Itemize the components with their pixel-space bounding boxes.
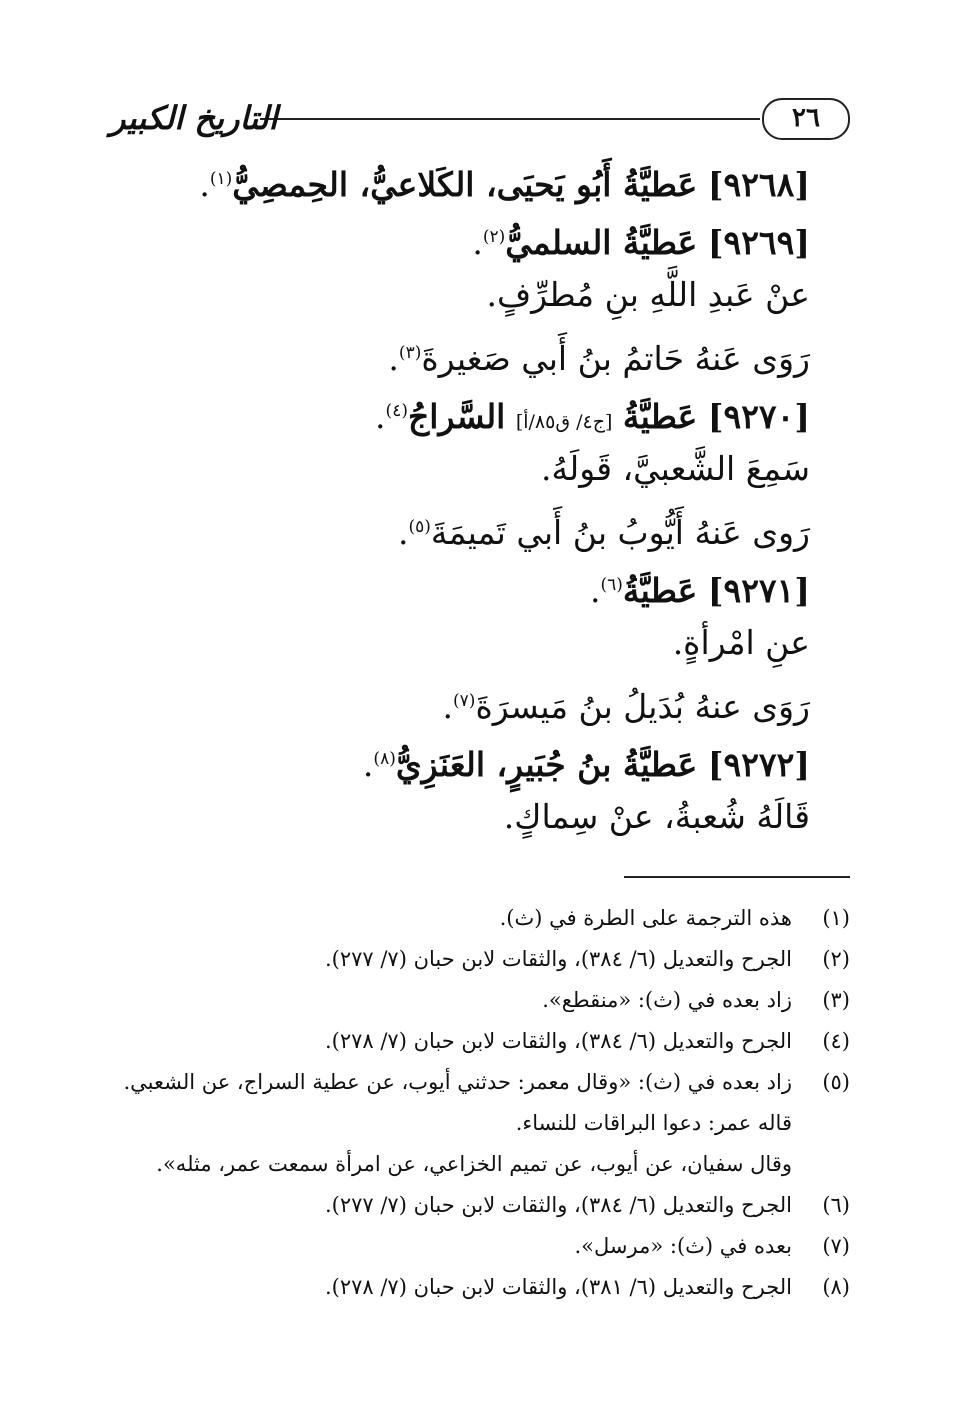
text-line bbox=[150, 788, 810, 846]
footnote-ref: (٥) bbox=[408, 517, 431, 537]
page-header bbox=[110, 92, 850, 144]
footnote-text: الجرح والتعديل (٦/ ٣٨٤)، والثقات لابن حبان (٧/ ٢٧٧). bbox=[324, 1193, 792, 1217]
entry-number: [٩٢٦٩] bbox=[707, 223, 810, 262]
main-text bbox=[150, 150, 810, 846]
footnote-number: (٢) bbox=[822, 947, 850, 971]
footnote-text: وقال سفيان، عن أيوب، عن تميم الخزاعي، عن امرأة سمعت عمر، مثله». bbox=[156, 1152, 792, 1176]
entry-name: عَطيَّةُ bbox=[622, 571, 698, 610]
footnote bbox=[130, 1226, 850, 1267]
page-number: ٢٦ bbox=[762, 98, 850, 140]
footnote-number: (٧) bbox=[822, 1234, 850, 1258]
line-tail: . bbox=[375, 397, 386, 436]
header-rule bbox=[260, 118, 760, 120]
line-tail: . bbox=[199, 165, 210, 204]
entry-line bbox=[150, 556, 810, 614]
footnote bbox=[130, 1267, 850, 1308]
footnote-ref: (٣) bbox=[398, 343, 422, 363]
footnote-text: زاد بعده في (ث): «وقال معمر: حدثني أيوب، عن عطية السراج، عن الشعبي. bbox=[123, 1070, 792, 1094]
line-tail: . bbox=[362, 745, 374, 784]
footnote-ref: (٦) bbox=[600, 575, 623, 595]
entry-name: عَطيَّةُ bbox=[622, 397, 698, 436]
text-line bbox=[150, 440, 810, 498]
footnote-text: الجرح والتعديل (٦/ ٣٨١)، والثقات لابن حبان (٧/ ٢٧٨). bbox=[324, 1275, 792, 1299]
line-tail: . bbox=[388, 339, 399, 378]
footnote bbox=[123, 1062, 850, 1103]
entry-name: عَطيَّةُ السلميُّ bbox=[505, 223, 698, 262]
footnote-text: الجرح والتعديل (٦/ ٣٨٤)، والثقات لابن حبان (٧/ ٢٧٧). bbox=[324, 947, 792, 971]
entry-line bbox=[150, 208, 810, 266]
entry-line bbox=[150, 730, 810, 788]
footnote bbox=[130, 1185, 850, 1226]
footnote-separator bbox=[624, 876, 850, 878]
text-line bbox=[150, 614, 810, 672]
footnote-ref: (٧) bbox=[453, 691, 476, 711]
text-line bbox=[150, 266, 810, 324]
line-text: رَوَى عنهُ بُدَيلُ بنُ مَيسرَةَ bbox=[475, 687, 810, 726]
line-tail: . bbox=[472, 223, 483, 262]
footnote-text: هذه الترجمة على الطرة في (ث). bbox=[499, 906, 792, 930]
book-title: التاريخ الكبير bbox=[110, 99, 278, 137]
line-tail: . bbox=[442, 687, 454, 726]
footnote bbox=[130, 939, 850, 980]
line-text: سَمِعَ الشَّعبيَّ، قَولَهُ. bbox=[540, 449, 810, 488]
entry-line bbox=[150, 382, 810, 440]
line-text: عنْ عَبدِ اللَّهِ بنِ مُطرِّفٍ. bbox=[486, 275, 810, 314]
entry-number: [٩٢٧٢] bbox=[707, 745, 810, 784]
footnote-ref: (٢) bbox=[482, 227, 506, 247]
footnote-ref: (٤) bbox=[385, 401, 408, 421]
text-line bbox=[150, 498, 810, 556]
footnote-number: (٥) bbox=[822, 1070, 850, 1094]
entry-number: [٩٢٦٨] bbox=[707, 165, 810, 204]
footnote-text: قاله عمر: دعوا البراقات للنساء. bbox=[515, 1111, 792, 1135]
line-tail: . bbox=[590, 571, 601, 610]
footnote bbox=[130, 898, 850, 939]
footnote-text: زاد بعده في (ث): «منقطع». bbox=[542, 988, 792, 1012]
entry-name-part: السَّراجُ bbox=[407, 397, 506, 436]
footnote-number: (٤) bbox=[822, 1029, 850, 1053]
manuscript-folio: [ج٤/ ق٨٥/أ] bbox=[515, 411, 613, 433]
footnote-number: (٣) bbox=[822, 988, 850, 1012]
text-line bbox=[150, 672, 810, 730]
line-text: عنِ امْرأةٍ. bbox=[672, 623, 810, 662]
line-text: رَوى عَنهُ أَيُّوبُ بنُ أَبي تَميمَةَ bbox=[430, 513, 810, 552]
text-line bbox=[150, 324, 810, 382]
entry-number: [٩٢٧١] bbox=[707, 571, 810, 610]
footnote bbox=[130, 980, 850, 1021]
line-text: قَالَهُ شُعبةُ، عنْ سِماكٍ. bbox=[503, 797, 810, 836]
footnote-number: (٨) bbox=[822, 1275, 850, 1299]
footnote-ref: (١) bbox=[209, 169, 233, 189]
footnote-continuation bbox=[130, 1103, 850, 1144]
line-tail: . bbox=[397, 513, 409, 552]
entry-line bbox=[150, 150, 810, 208]
footnote-number: (١) bbox=[822, 906, 850, 930]
entry-number: [٩٢٧٠] bbox=[707, 397, 810, 436]
footnote-number: (٦) bbox=[822, 1193, 850, 1217]
footnote bbox=[130, 1021, 850, 1062]
footnote-text: الجرح والتعديل (٦/ ٣٨٤)، والثقات لابن حبان (٧/ ٢٧٨). bbox=[324, 1029, 792, 1053]
entry-name: عَطيَّةُ بنُ جُبَيرٍ، العَنَزِيُّ bbox=[395, 745, 698, 784]
footnote-continuation bbox=[130, 1144, 850, 1185]
entry-name: عَطيَّةُ أَبُو يَحيَى، الكَلاعيُّ، الحِمصِيُّ bbox=[232, 165, 698, 204]
line-text: رَوَى عَنهُ حَاتمُ بنُ أَبي صَغيرةَ bbox=[421, 339, 810, 378]
footnote-ref: (٨) bbox=[373, 749, 396, 769]
footnotes bbox=[123, 898, 850, 1308]
footnote-text: بعده في (ث): «مرسل». bbox=[574, 1234, 792, 1258]
